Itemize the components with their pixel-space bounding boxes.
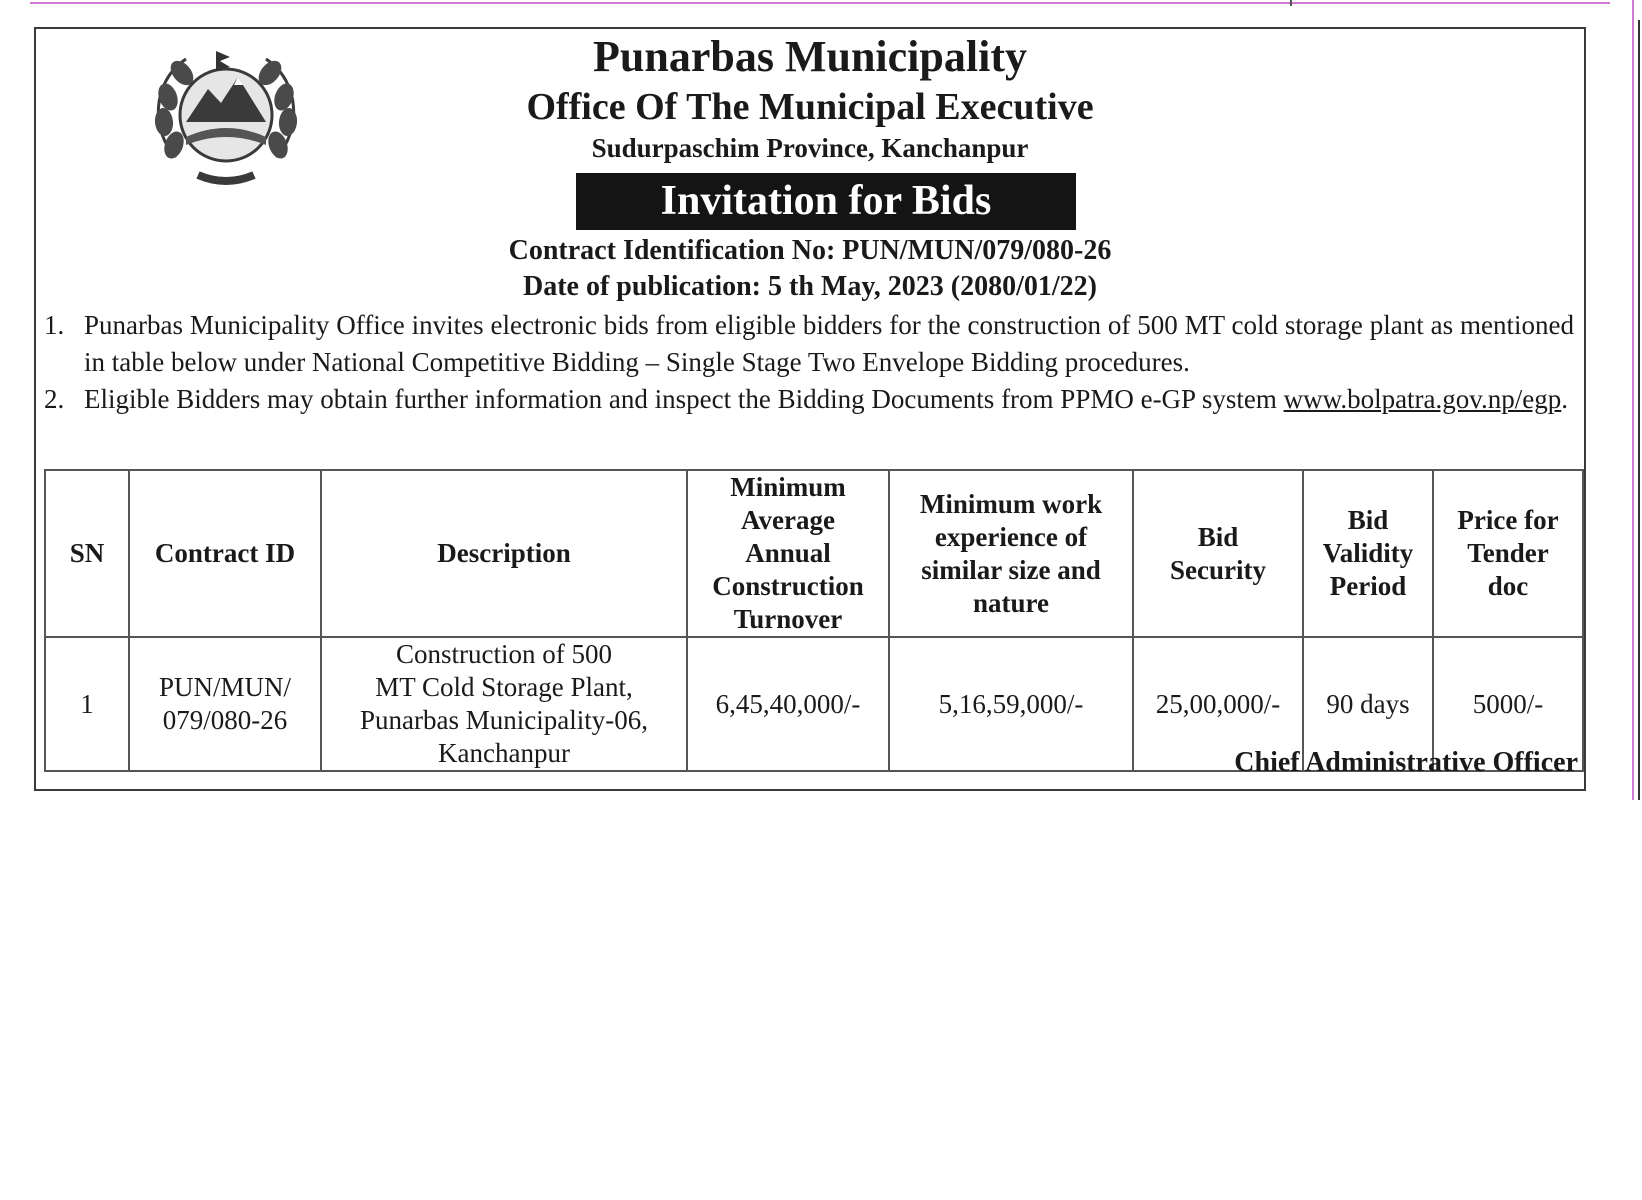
page-margin-line-top bbox=[30, 2, 1610, 4]
cell-sn: 1 bbox=[45, 637, 129, 771]
header-sn: SN bbox=[45, 470, 129, 637]
header-work-experience: Minimum work experience of similar size and nature bbox=[889, 470, 1133, 637]
province-location: Sudurpaschim Province, Kanchanpur bbox=[591, 133, 1029, 163]
cell-turnover: 6,45,40,000/- bbox=[687, 637, 889, 771]
cell-bid-security: 25,00,000/- bbox=[1133, 637, 1303, 771]
header-bid-validity: Bid Validity Period bbox=[1303, 470, 1433, 637]
paragraph-2 bbox=[44, 381, 1574, 418]
header-description: Description bbox=[321, 470, 687, 637]
egp-link[interactable]: www.bolpatra.gov.np/egp bbox=[1283, 384, 1562, 414]
page-margin-line-right bbox=[1632, 0, 1634, 800]
signatory-title: Chief Administrative Officer bbox=[1234, 747, 1578, 778]
publication-date: Date of publication: 5 th May, 2023 (2080/01/22) bbox=[523, 271, 1097, 302]
paragraph-1 bbox=[44, 307, 1574, 381]
contract-identification: Contract Identification No: PUN/MUN/079/080-26 bbox=[508, 235, 1112, 266]
column-divider-tick bbox=[1290, 0, 1292, 6]
paragraph-number: 1. bbox=[44, 310, 65, 340]
table-header-row bbox=[45, 470, 1583, 637]
cell-bid-validity: 90 days bbox=[1303, 637, 1433, 771]
header-bid-security: Bid Security bbox=[1133, 470, 1303, 637]
municipality-name: Punarbas Municipality bbox=[593, 32, 1027, 81]
header-contract-id: Contract ID bbox=[129, 470, 321, 637]
cell-description: Construction of 500 MT Cold Storage Plant, Punarbas Municipality-06, Kanchanpur bbox=[321, 637, 687, 771]
cell-tender-price: 5000/- bbox=[1433, 637, 1583, 771]
bid-table bbox=[44, 469, 1584, 772]
bid-notice bbox=[34, 27, 1586, 791]
paragraph-suffix: . bbox=[1561, 384, 1569, 414]
cell-contract-id: PUN/MUN/ 079/080-26 bbox=[129, 637, 321, 771]
paragraph-text: Punarbas Municipality Office invites electronic bids from eligible bidders for the construction of 500 MT cold storage plant as mentioned in table below under National Competitive Bidding – Single Stage Two Envelope Bidding procedures. bbox=[84, 310, 1574, 377]
adjacent-column-border bbox=[1638, 20, 1642, 800]
invitation-banner: Invitation for Bids bbox=[576, 173, 1076, 230]
cell-work-experience: 5,16,59,000/- bbox=[889, 637, 1133, 771]
header-turnover: Minimum Average Annual Construction Turnover bbox=[687, 470, 889, 637]
office-name: Office Of The Municipal Executive bbox=[526, 86, 1094, 128]
paragraph-text: Eligible Bidders may obtain further information and inspect the Bidding Documents from PPMO e-GP system bbox=[84, 384, 1277, 414]
paragraph-number: 2. bbox=[44, 384, 65, 414]
header-tender-price: Price for Tender doc bbox=[1433, 470, 1583, 637]
paragraph-text-wrap bbox=[84, 381, 1574, 418]
